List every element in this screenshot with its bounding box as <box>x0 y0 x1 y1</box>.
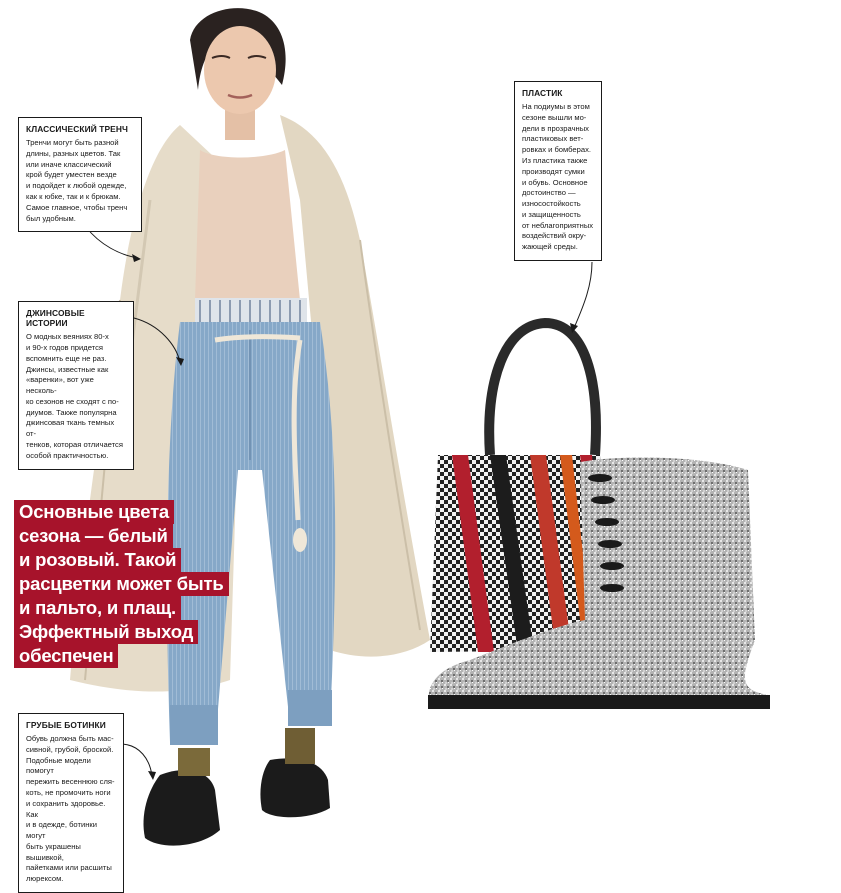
quote-line: и пальто, и плащ. <box>14 596 181 620</box>
note-title: КЛАССИЧЕСКИЙ ТРЕНЧ <box>26 124 128 134</box>
note-classic-trench <box>18 117 142 232</box>
note-text: На подиумы в этом сезоне вышли мо- дели в прозрачных пластиковых вет- ровках и бомберах. Из пластика также производят сумки и обувь. Основное достоинство — износостойкость и защищенность от неблагоприятных воздействий окру- жающей среды. <box>522 102 594 252</box>
beige-top <box>195 150 300 300</box>
note-title: ПЛАСТИК <box>522 88 563 98</box>
left-shoe <box>143 770 220 846</box>
right-shoe <box>260 758 330 817</box>
note-title: ДЖИНСОВЫЕ ИСТОРИИ <box>26 308 85 329</box>
note-plastic <box>514 81 602 261</box>
pull-quote <box>14 500 254 668</box>
quote-line: Эффектный выход <box>14 620 198 644</box>
quote-line: Основные цвета <box>14 500 174 524</box>
quote-line: и розовый. Такой <box>14 548 181 572</box>
note-text: Тренчи могут быть разной длины, разных цветов. Так или иначе классический крой будет уместен везде и подойдет к любой одежде, как к юбке, так и к брюкам. Самое главное, чтобы тренч был удобным. <box>26 138 128 223</box>
note-denim-stories <box>18 301 134 470</box>
face <box>204 26 276 114</box>
quote-line: расцветки может быть <box>14 572 229 596</box>
note-rough-boots <box>18 713 124 893</box>
quote-line: обеспечен <box>14 644 118 668</box>
note-text: Обувь должна быть мас- сивной, грубой, броской. Подобные модели помогут пережить весеннюю сля- коть, не промочить ноги и сохранить здоровье. Как и в одежде, ботинки могут быть украшены вышивкой, пайетками или расшиты люрексом. <box>26 734 115 884</box>
note-title: ГРУБЫЕ БОТИНКИ <box>26 720 106 730</box>
quote-line: сезона — белый <box>14 524 173 548</box>
note-text: О модных веяниях 80-х и 90-х годов придется вспомнить еще не раз. Джинсы, известные как «варенки», вот уже несколь- ко сезонов не сходят с по- диумов. Также популярна джинсовая ткань темных от- тенков, которая отличается особой практичностью. <box>26 332 123 460</box>
